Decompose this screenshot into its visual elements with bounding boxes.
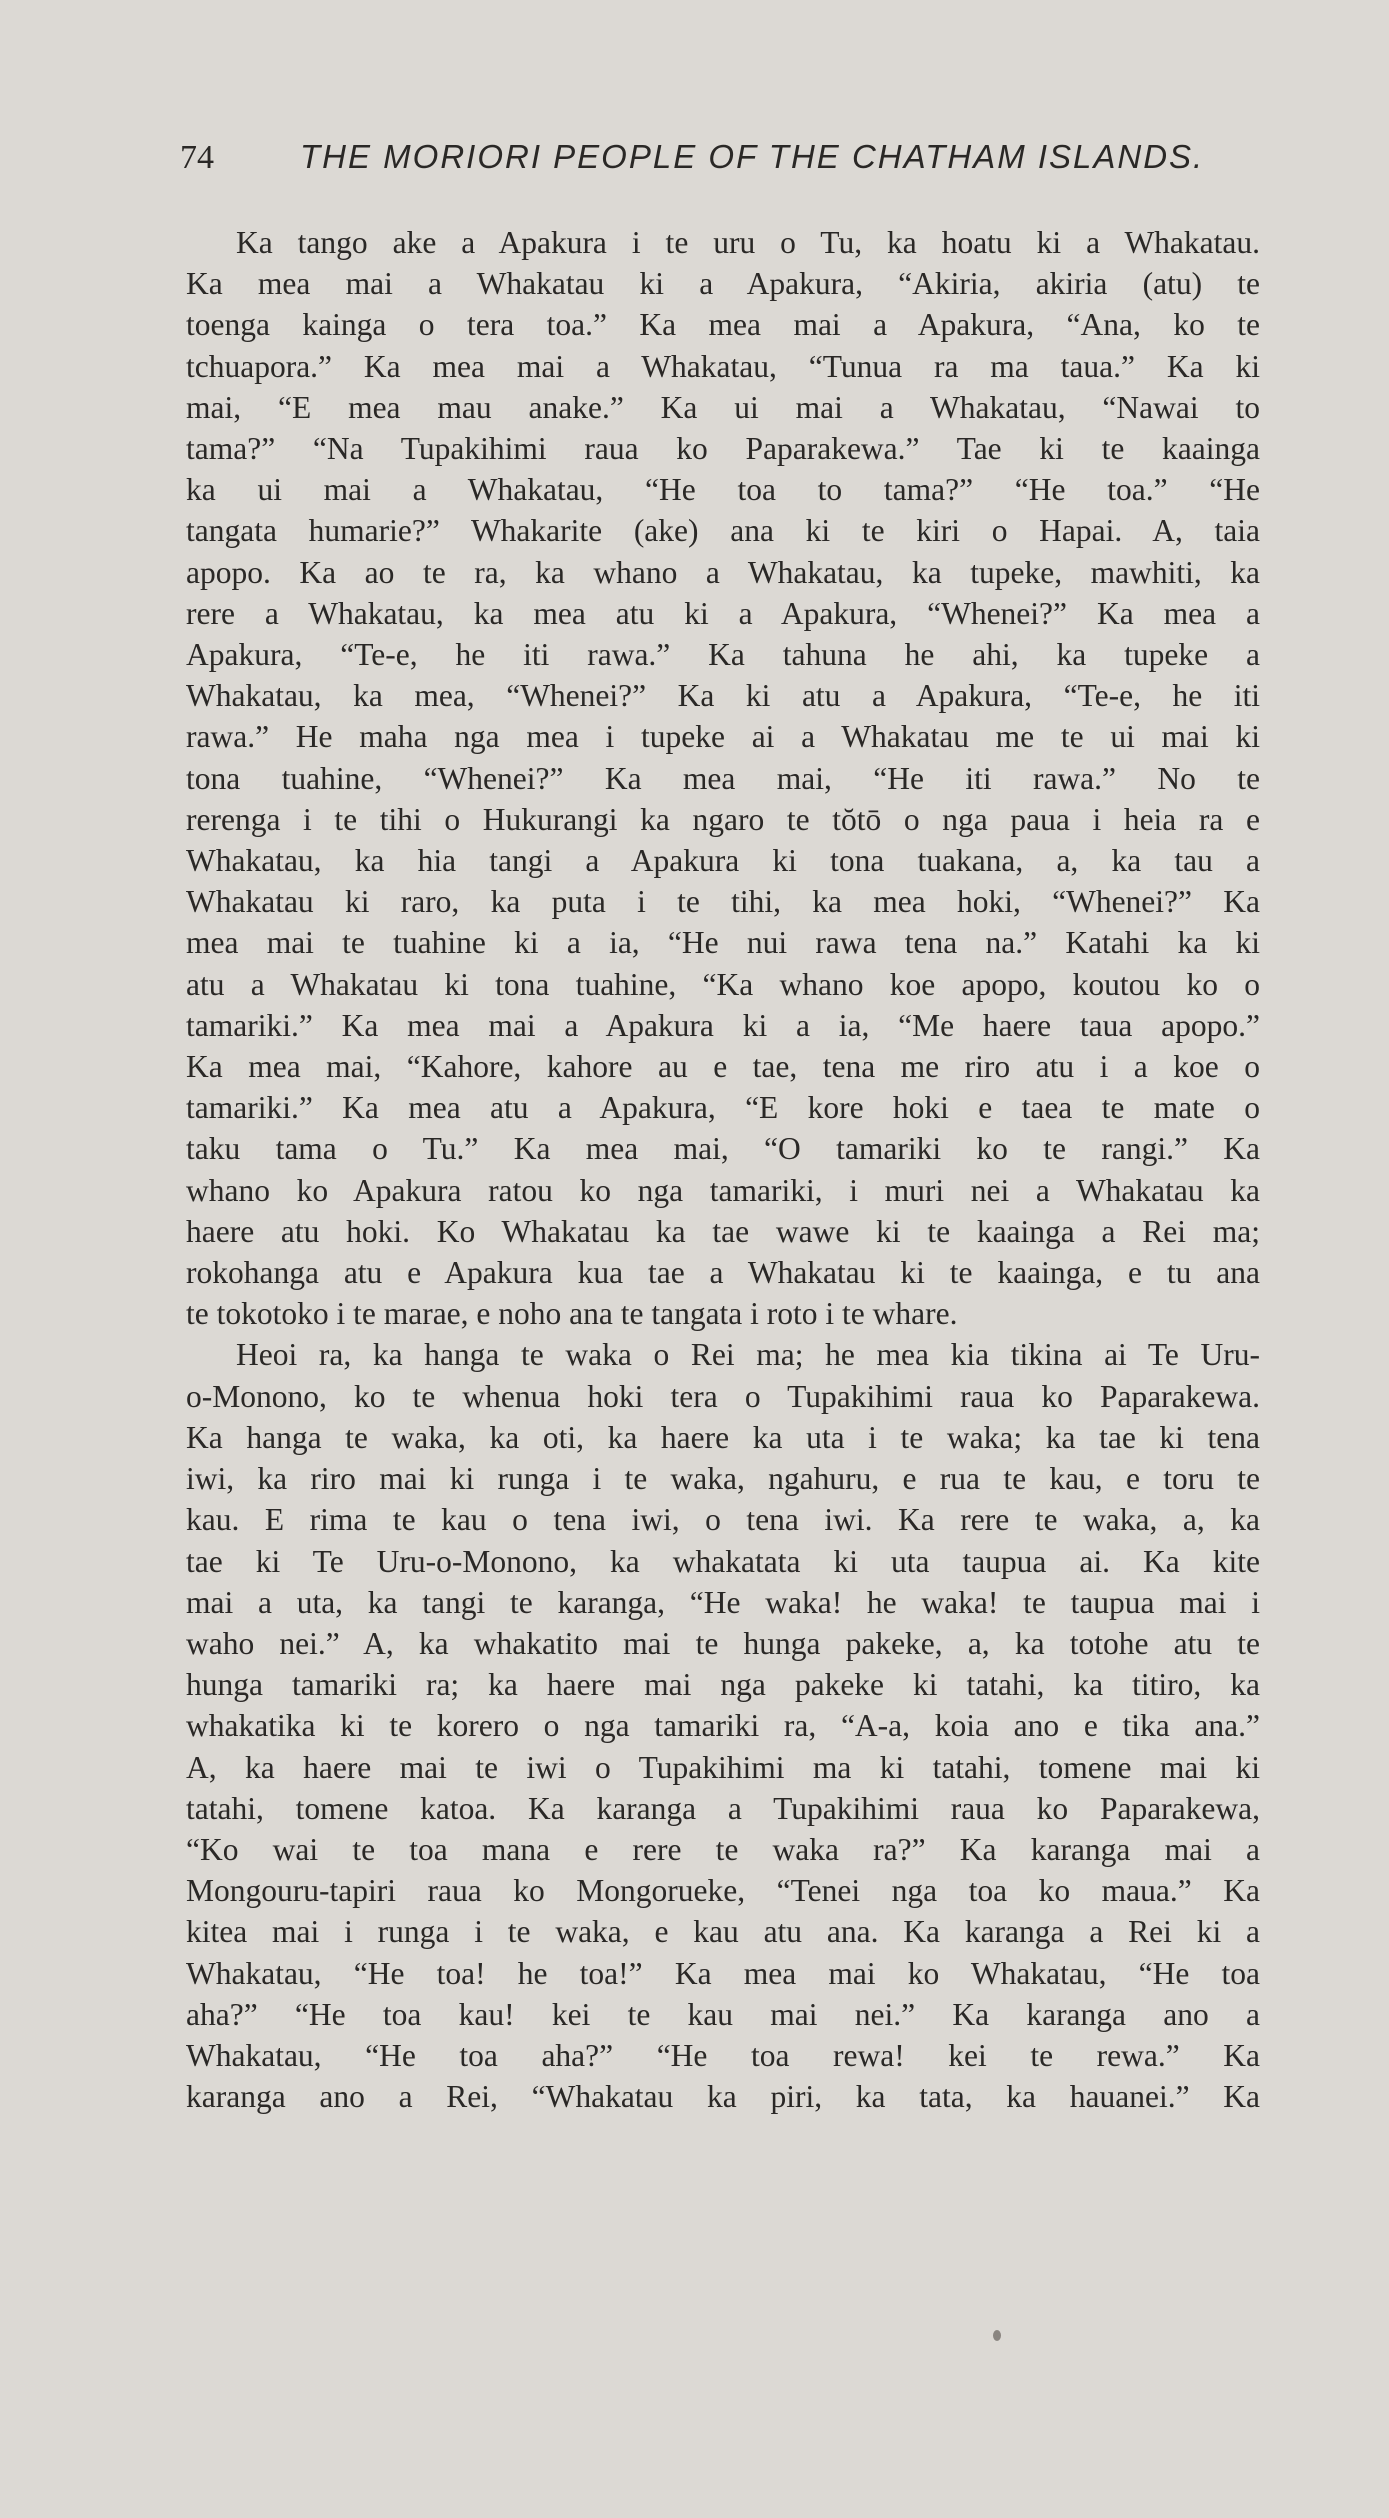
text-line: Whakatau, “He toa aha?” “He toa rewa! kei te rewa.” Ka bbox=[186, 2037, 1260, 2073]
ink-speck-mark bbox=[993, 2330, 1001, 2341]
text-line: haere atu hoki. Ko Whakatau ka tae wawe ki te kaainga a Rei ma; bbox=[186, 1213, 1260, 1249]
text-line: Whakatau, ka hia tangi a Apakura ki tona tuakana, a, ka tau a bbox=[186, 843, 1260, 879]
text-line: tamariki.” Ka mea mai a Apakura ki a ia, “Me haere taua apopo.” bbox=[186, 1007, 1260, 1043]
text-line: kau. E rima te kau o tena iwi, o tena iwi. Ka rere te waka, a, ka bbox=[186, 1502, 1260, 1538]
body-text bbox=[186, 222, 1260, 2117]
text-line: apopo. Ka ao te ra, ka whano a Whakatau, ka tupeke, mawhiti, ka bbox=[186, 554, 1260, 590]
text-line: tangata humarie?” Whakarite (ake) ana ki te kiri o Hapai. A, taia bbox=[186, 513, 1260, 549]
text-line: rokohanga atu e Apakura kua tae a Whakatau ki te kaainga, e tu ana bbox=[186, 1255, 1260, 1291]
text-line: whakatika ki te korero o nga tamariki ra, “A-a, koia ano e tika ana.” bbox=[186, 1708, 1260, 1744]
text-line: Ka hanga te waka, ka oti, ka haere ka uta i te waka; ka tae ki tena bbox=[186, 1419, 1260, 1455]
text-line: rere a Whakatau, ka mea atu ki a Apakura, “Whenei?” Ka mea a bbox=[186, 595, 1260, 631]
text-line: tchuapora.” Ka mea mai a Whakatau, “Tunua ra ma taua.” Ka ki bbox=[186, 348, 1260, 384]
text-line: Apakura, “Te-e, he iti rawa.” Ka tahuna he ahi, ka tupeke a bbox=[186, 637, 1260, 673]
text-line: mai a uta, ka tangi te karanga, “He waka! he waka! te taupua mai i bbox=[186, 1584, 1260, 1620]
text-line: Ka tango ake a Apakura i te uru o Tu, ka hoatu ki a Whakatau. bbox=[236, 225, 1260, 260]
text-line: toenga kainga o tera toa.” Ka mea mai a Apakura, “Ana, ko te bbox=[186, 307, 1260, 343]
text-line: tama?” “Na Tupakihimi raua ko Paparakewa.” Tae ki te kaainga bbox=[186, 431, 1260, 467]
text-line: iwi, ka riro mai ki runga i te waka, ngahuru, e rua te kau, e toru te bbox=[186, 1461, 1260, 1497]
page-number: 74 bbox=[180, 139, 214, 176]
text-line: A, ka haere mai te iwi o Tupakihimi ma ki tatahi, tomene mai ki bbox=[186, 1749, 1260, 1785]
text-line: Whakatau, ka mea, “Whenei?” Ka ki atu a Apakura, “Te-e, he iti bbox=[186, 678, 1260, 714]
text-line: mai, “E mea mau anake.” Ka ui mai a Whakatau, “Nawai to bbox=[186, 389, 1260, 425]
text-line: waho nei.” A, ka whakatito mai te hunga pakeke, a, ka totohe atu te bbox=[186, 1625, 1260, 1661]
running-title: THE MORIORI PEOPLE OF THE CHATHAM ISLANDS. bbox=[300, 138, 1205, 175]
text-line: Whakatau, “He toa! he toa!” Ka mea mai ko Whakatau, “He toa bbox=[186, 1955, 1260, 1991]
text-line: ka ui mai a Whakatau, “He toa to tama?” “He toa.” “He bbox=[186, 472, 1260, 508]
text-line: tamariki.” Ka mea atu a Apakura, “E kore hoki e taea te mate o bbox=[186, 1090, 1260, 1126]
text-line: karanga ano a Rei, “Whakatau ka piri, ka tata, ka hauanei.” Ka bbox=[186, 2079, 1260, 2115]
text-line: rawa.” He maha nga mea i tupeke ai a Whakatau me te ui mai ki bbox=[186, 719, 1260, 755]
text-line: Whakatau ki raro, ka puta i te tihi, ka mea hoki, “Whenei?” Ka bbox=[186, 884, 1260, 920]
text-line: kitea mai i runga i te waka, e kau atu ana. Ka karanga a Rei ki a bbox=[186, 1914, 1260, 1950]
running-header bbox=[180, 138, 1220, 177]
text-line: Ka mea mai, “Kahore, kahore au e tae, tena me riro atu i a koe o bbox=[186, 1049, 1260, 1085]
text-line: te tokotoko i te marae, e noho ana te tangata i roto i te whare. bbox=[186, 1296, 958, 1332]
text-line: taku tama o Tu.” Ka mea mai, “O tamariki ko te rangi.” Ka bbox=[186, 1131, 1260, 1167]
text-line: hunga tamariki ra; ka haere mai nga pakeke ki tatahi, ka titiro, ka bbox=[186, 1667, 1260, 1703]
text-line: atu a Whakatau ki tona tuahine, “Ka whano koe apopo, koutou ko o bbox=[186, 966, 1260, 1002]
text-line: Heoi ra, ka hanga te waka o Rei ma; he mea kia tikina ai Te Uru- bbox=[236, 1337, 1260, 1373]
text-line: tatahi, tomene katoa. Ka karanga a Tupakihimi raua ko Paparakewa, bbox=[186, 1790, 1260, 1826]
text-line: mea mai te tuahine ki a ia, “He nui rawa tena na.” Katahi ka ki bbox=[186, 925, 1260, 961]
text-line: whano ko Apakura ratou ko nga tamariki, i muri nei a Whakatau ka bbox=[186, 1172, 1260, 1208]
text-line: tona tuahine, “Whenei?” Ka mea mai, “He iti rawa.” No te bbox=[186, 760, 1260, 796]
text-line: Mongouru-tapiri raua ko Mongorueke, “Tenei nga toa ko maua.” Ka bbox=[186, 1873, 1260, 1909]
text-line: rerenga i te tihi o Hukurangi ka ngaro te tŏtō o nga paua i heia ra e bbox=[186, 801, 1260, 837]
text-line: aha?” “He toa kau! kei te kau mai nei.” Ka karanga ano a bbox=[186, 1996, 1260, 2032]
text-line: “Ko wai te toa mana e rere te waka ra?” Ka karanga mai a bbox=[186, 1831, 1260, 1867]
text-line: o-Monono, ko te whenua hoki tera o Tupakihimi raua ko Paparakewa. bbox=[186, 1378, 1260, 1414]
text-line: Ka mea mai a Whakatau ki a Apakura, “Akiria, akiria (atu) te bbox=[186, 266, 1260, 302]
text-line: tae ki Te Uru-o-Monono, ka whakatata ki uta taupua ai. Ka kite bbox=[186, 1543, 1260, 1579]
